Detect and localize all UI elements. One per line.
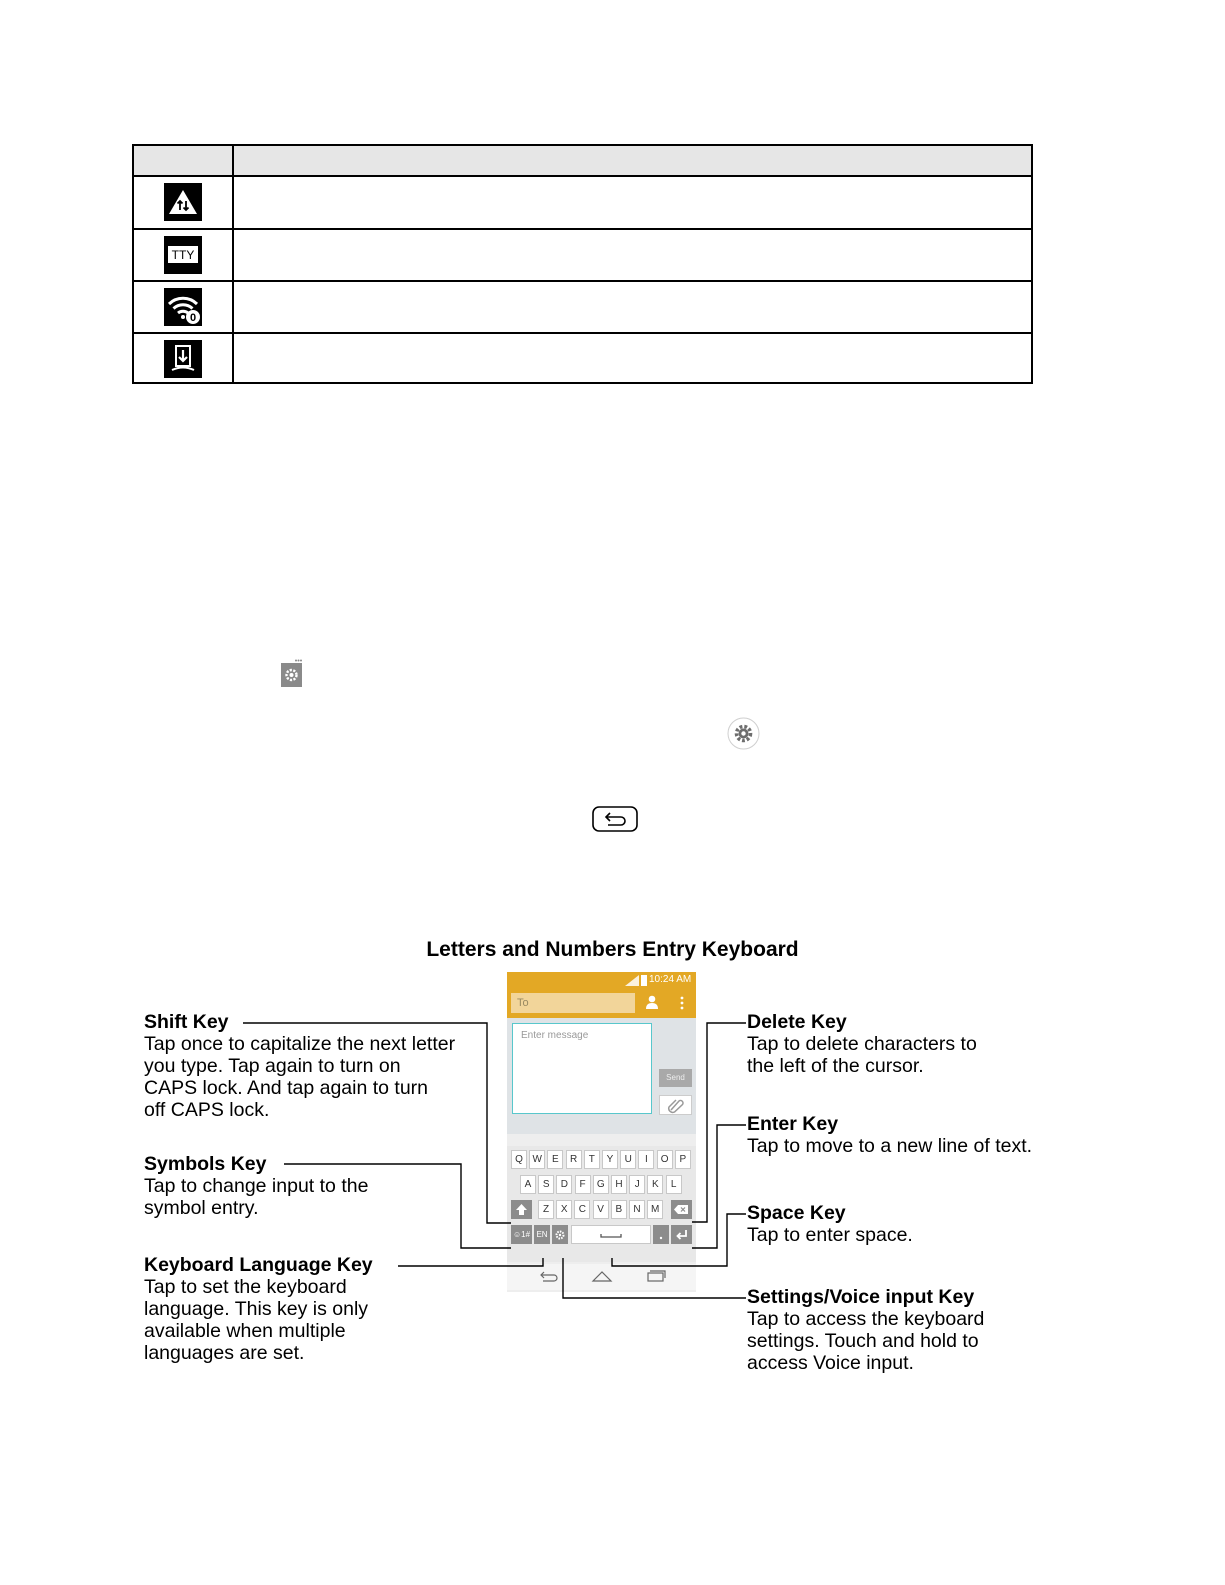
key-t[interactable]: T: [584, 1150, 600, 1169]
key-h[interactable]: H: [611, 1175, 627, 1194]
key-i[interactable]: I: [638, 1150, 654, 1169]
callout-text: Tap to set the keyboard: [144, 1276, 347, 1298]
status-time: 10:24 AM: [649, 974, 692, 985]
settings-key-callout: [747, 1286, 984, 1374]
to-field[interactable]: To: [511, 993, 635, 1013]
message-placeholder: Enter message: [521, 1030, 589, 1041]
key-l[interactable]: L: [666, 1175, 682, 1194]
callout-text: Tap to move to a new line of text.: [747, 1135, 1033, 1157]
callout-text: Tap to access the keyboard: [747, 1308, 985, 1330]
key-n[interactable]: N: [629, 1200, 645, 1219]
symbols-key[interactable]: ☺1#: [511, 1225, 532, 1244]
callout-title: Enter Key: [747, 1113, 839, 1135]
key-s[interactable]: S: [538, 1175, 554, 1194]
callout-text: settings. Touch and hold to: [747, 1330, 979, 1352]
callout-text: language. This key is only: [144, 1298, 369, 1320]
key-z[interactable]: Z: [538, 1200, 554, 1219]
callout-text: Tap to delete characters to: [747, 1033, 977, 1055]
callout-text: CAPS lock. And tap again to turn: [144, 1077, 429, 1099]
callout-text: access Voice input.: [747, 1352, 914, 1374]
callout-title: Settings/Voice input Key: [747, 1286, 975, 1308]
key-x[interactable]: X: [556, 1200, 572, 1219]
callout-text: available when multiple: [144, 1320, 346, 1342]
callout-text: Tap to change input to the: [144, 1175, 369, 1197]
key-g[interactable]: G: [593, 1175, 609, 1194]
callout-title: Delete Key: [747, 1011, 847, 1033]
symbols-key-callout: [144, 1153, 368, 1219]
language-key[interactable]: EN: [534, 1225, 550, 1244]
key-c[interactable]: C: [574, 1200, 590, 1219]
space-key-callout: [747, 1202, 913, 1246]
callout-title: Shift Key: [144, 1011, 229, 1033]
key-k[interactable]: K: [647, 1175, 663, 1194]
key-y[interactable]: Y: [602, 1150, 618, 1169]
enter-key-callout: [747, 1113, 1032, 1157]
key-b[interactable]: B: [611, 1200, 627, 1219]
delete-key-callout: [747, 1011, 977, 1077]
callout-text: off CAPS lock.: [144, 1099, 270, 1121]
callout-text: Tap to enter space.: [747, 1224, 913, 1246]
callout-text: Tap once to capitalize the next letter: [144, 1033, 456, 1055]
key-p[interactable]: P: [675, 1150, 691, 1169]
shift-key-callout: [144, 1011, 455, 1121]
key-d[interactable]: D: [556, 1175, 572, 1194]
callout-text: you type. Tap again to turn on: [144, 1055, 401, 1077]
key-e[interactable]: E: [547, 1150, 563, 1169]
key-r[interactable]: R: [566, 1150, 582, 1169]
callout-text: symbol entry.: [144, 1197, 259, 1219]
key-o[interactable]: O: [657, 1150, 673, 1169]
key-j[interactable]: J: [629, 1175, 645, 1194]
key-u[interactable]: U: [620, 1150, 636, 1169]
svg-text:0: 0: [189, 312, 197, 324]
callout-text: the left of the cursor.: [747, 1055, 924, 1077]
key-a[interactable]: A: [520, 1175, 536, 1194]
callout-title: Space Key: [747, 1202, 846, 1224]
key-v[interactable]: V: [593, 1200, 609, 1219]
key-f[interactable]: F: [575, 1175, 591, 1194]
diagram-caption: Letters and Numbers Entry Keyboard: [426, 938, 799, 961]
callout-title: Symbols Key: [144, 1153, 267, 1175]
callout-text: languages are set.: [144, 1342, 305, 1364]
key-w[interactable]: W: [529, 1150, 545, 1169]
svg-text:TTY: TTY: [171, 248, 195, 262]
key-m[interactable]: M: [647, 1200, 663, 1219]
language-key-callout: [144, 1254, 373, 1364]
key-q[interactable]: Q: [511, 1150, 527, 1169]
send-button[interactable]: Send: [659, 1069, 692, 1087]
callout-title: Keyboard Language Key: [144, 1254, 373, 1276]
